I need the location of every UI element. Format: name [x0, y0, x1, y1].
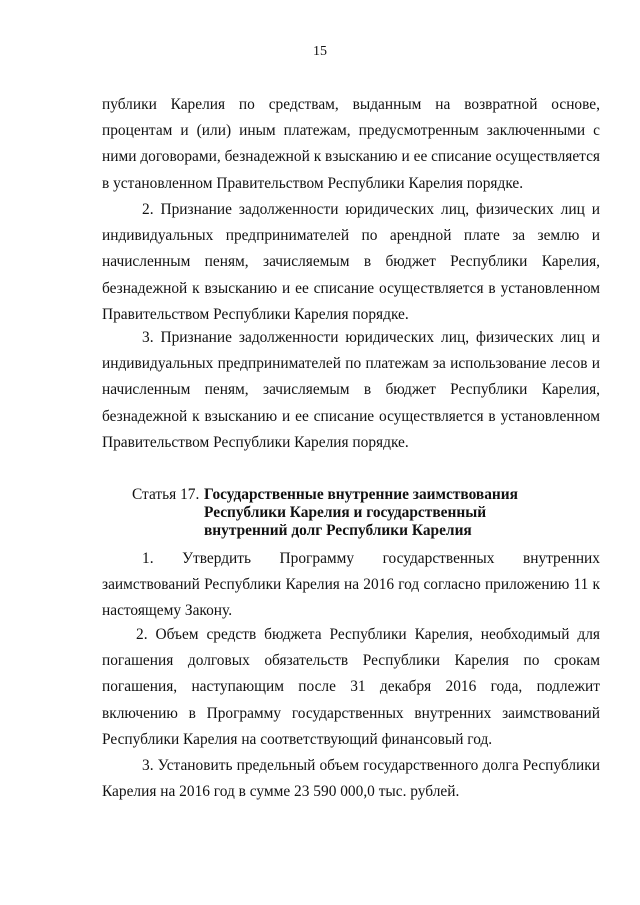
page-number: 15: [313, 44, 327, 59]
article-title: Государственные внутренние заимствования Республики Карелия и государственный внутренний долг Республики Карелия: [204, 486, 518, 539]
paragraph-item-2: 2. Признание задолженности юридических лиц, физических лиц и индивидуальных предпринимателей по арендной плате за землю и начисленным пеням, зачисляемым в бюджет Республики Карелия, безнадежной к взысканию и ее списание осуществляется в установленном Правительством Республики Карелия порядке.: [102, 201, 600, 323]
article-paragraph-2: 2. Объем средств бюджета Республики Карелия, необходимый для погашения долговых обязательств Республики Карелия по срокам погашения, наступающим после 31 декабря 2016 года, подлежит включению в Программу государственных внутренних заимствований Республики Карелия на соответствующий финансовый год.: [102, 626, 600, 748]
paragraph-continuation: публики Карелия по средствам, выданным на возвратной основе, процентам и (или) иным платежам, предусмотренным заключенными с ними договорами, безнадежной к взысканию и ее списание осуществляется в установленном Правительством Республики Карелия порядке.: [102, 96, 600, 192]
paragraph-item-3: 3. Признание задолженности юридических лиц, физических лиц и индивидуальных предпринимателей по платежам за использование лесов и начисленным пеням, зачисляемым в бюджет Республики Карелия, безнадежной к взысканию и ее списание осуществляется в установленном Правительством Республики Карелия порядке.: [102, 329, 600, 451]
article-paragraph-3: 3. Установить предельный объем государственного долга Республики Карелия на 2016 год в сумме 23 590 000,0 тыс. рублей.: [102, 757, 600, 801]
article-paragraph-1: 1. Утвердить Программу государственных внутренних заимствований Республики Карелия на 2016 год согласно приложению 11 к настоящему Закону.: [102, 550, 600, 620]
article-label: Статья 17.: [132, 486, 200, 503]
